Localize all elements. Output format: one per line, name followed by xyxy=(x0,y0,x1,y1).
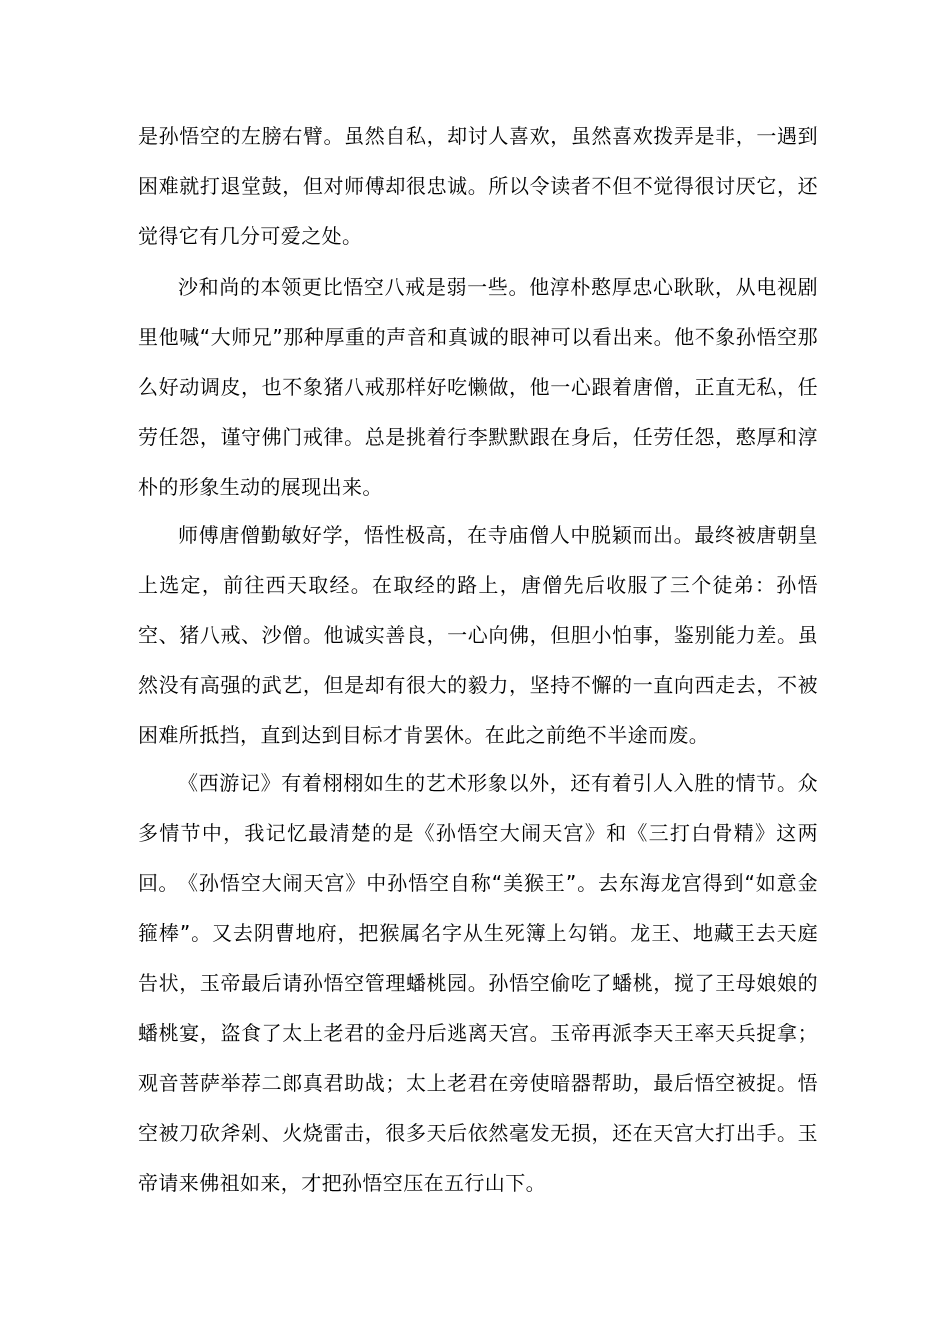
paragraph-sha-heshang: 沙和尚的本领更比悟空八戒是弱一些。他淳朴憨厚忠心耿耿，从电视剧里他喊“大师兄”那种厚重的声音和真诚的眼神可以看出来。他不象孙悟空那么好动调皮，也不象猪八戒那样好吃懒做，他一心跟着唐僧，正直无私，任劳任怨，谨守佛门戒律。总是挑着行李默默跟在身后，任劳任怨，憨厚和淳朴的形象生动的展现出来。 xyxy=(138,275,818,499)
paragraph-tang-seng: 师傅唐僧勤敏好学，悟性极高，在寺庙僧人中脱颖而出。最终被唐朝皇上选定，前往西天取经。在取经的路上，唐僧先后收服了三个徒弟：孙悟空、猪八戒、沙僧。他诚实善良，一心向佛，但胆小怕事，鉴别能力差。虽然没有高强的武艺，但是却有很大的毅力，坚持不懈的一直向西走去，不被困难所抵挡，直到达到目标才肯罢休。在此之前绝不半途而废。 xyxy=(138,523,818,747)
paragraph-bajie-conclusion: 是孙悟空的左膀右臂。虽然自私，却讨人喜欢，虽然喜欢拨弄是非，一遇到困难就打退堂鼓，但对师傅却很忠诚。所以令读者不但不觉得很讨厌它，还觉得它有几分可爱之处。 xyxy=(138,124,818,248)
paragraph-havoc-in-heaven: 《孙悟空大闹天宫》中孙悟空自称“美猴王”。去东海龙宫得到“如意金箍棒”。又去阴曹地府，把猴属名字从生死簿上勾销。龙王、地藏王去天庭告状，玉帝最后请孙悟空管理蟠桃园。孙悟空偷吃了蟠桃，搅了王母娘娘的蟠桃宴，盗食了太上老君的金丹后逃离天宫。玉帝再派李天王率天兵捉拿；观音菩萨举荐二郎真君助战；太上老君在旁使暗器帮助，最后悟空被捉。悟空被刀砍斧剁、火烧雷击，很多天后依然毫发无损，还在天宫大打出手。玉帝请来佛祖如来，才把孙悟空压在五行山下。 xyxy=(138,871,818,1195)
paragraph-plot-intro: 《西游记》有着栩栩如生的艺术形象以外，还有着引人入胜的情节。众多情节中，我记忆最清楚的是《孙悟空大闹天宫》和《三打白骨精》这两回。 xyxy=(138,771,818,895)
